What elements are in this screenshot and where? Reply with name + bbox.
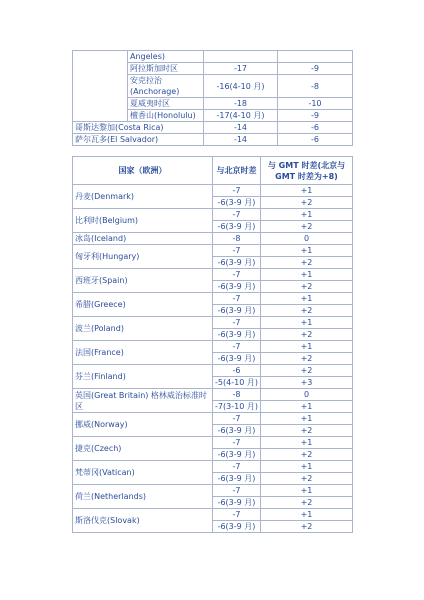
gmt-diff-cell: -9 (278, 63, 353, 75)
gmt-diff-cell: -8 (278, 75, 353, 98)
location-cell: 阿拉斯加时区 (128, 63, 204, 75)
table-row (73, 413, 353, 425)
beijing-diff-cell: -7 (213, 485, 261, 497)
gmt-diff-cell: +2 (261, 473, 353, 485)
country-cell: 比利时(Belgium) (73, 209, 213, 233)
beijing-diff-cell: -16(4-10 月) (204, 75, 278, 98)
gmt-diff-cell: +1 (261, 245, 353, 257)
beijing-diff-cell: -7 (213, 413, 261, 425)
gmt-diff-cell: +2 (261, 497, 353, 509)
country-cell: 丹麦(Denmark) (73, 185, 213, 209)
country-cell: 斯洛伐克(Slovak) (73, 509, 213, 533)
table-row (73, 293, 353, 305)
country-cell: 哥斯达黎加(Costa Rica) (73, 122, 204, 134)
gmt-diff-cell: +2 (261, 353, 353, 365)
beijing-diff-cell: -7 (213, 341, 261, 353)
beijing-diff-cell: -17 (204, 63, 278, 75)
country-cell: 荷兰(Netherlands) (73, 485, 213, 509)
table-row (73, 437, 353, 449)
beijing-diff-cell: -7 (213, 317, 261, 329)
country-cell: 萨尔瓦多(El Salvador) (73, 134, 204, 146)
country-cell: 英国(Great Britain) 格林威治标准时区 (73, 389, 213, 413)
table-row (73, 269, 353, 281)
gmt-diff-cell: +1 (261, 401, 353, 413)
country-cell: 波兰(Poland) (73, 317, 213, 341)
gmt-diff-cell: +2 (261, 449, 353, 461)
beijing-diff-cell: -6(3-9 月) (213, 449, 261, 461)
table-row (73, 485, 353, 497)
beijing-diff-cell: -6(3-9 月) (213, 473, 261, 485)
gmt-diff-cell: +2 (261, 281, 353, 293)
gmt-diff-cell: +2 (261, 329, 353, 341)
beijing-diff-cell: -6 (213, 365, 261, 377)
table-row (73, 389, 353, 401)
gmt-diff-cell: +1 (261, 437, 353, 449)
beijing-diff-cell: -6(3-9 月) (213, 425, 261, 437)
beijing-diff-cell: -7 (213, 437, 261, 449)
table-row (73, 51, 353, 63)
beijing-diff-cell: -6(3-9 月) (213, 305, 261, 317)
beijing-diff-cell: -7 (213, 209, 261, 221)
header-gmt-diff: 与 GMT 时差(北京与 GMT 时差为+8) (261, 157, 353, 185)
table-row (73, 509, 353, 521)
table-row (73, 122, 353, 134)
location-cell: 檀香山(Honolulu) (128, 110, 204, 122)
country-cell: 匈牙利(Hungary) (73, 245, 213, 269)
beijing-diff-cell: -7 (213, 509, 261, 521)
gmt-diff-cell: 0 (261, 233, 353, 245)
gmt-diff-cell: -10 (278, 98, 353, 110)
header-beijing-diff: 与北京时差 (213, 157, 261, 185)
gmt-diff-cell: +1 (261, 185, 353, 197)
gmt-diff-cell: +1 (261, 293, 353, 305)
gmt-diff-cell: +3 (261, 377, 353, 389)
gmt-diff-cell: +2 (261, 521, 353, 533)
beijing-diff-cell: -6(3-9 月) (213, 353, 261, 365)
beijing-diff-cell: -7 (213, 269, 261, 281)
beijing-diff-cell: -7 (213, 293, 261, 305)
gmt-diff-cell: +1 (261, 509, 353, 521)
gmt-diff-cell: +2 (261, 221, 353, 233)
location-cell: 安克拉治(Anchorage) (128, 75, 204, 98)
gmt-diff-cell: +2 (261, 197, 353, 209)
beijing-diff-cell: -8 (213, 389, 261, 401)
country-cell: 芬兰(Finland) (73, 365, 213, 389)
gmt-diff-cell: +2 (261, 305, 353, 317)
beijing-diff-cell: -7 (213, 461, 261, 473)
table-row (73, 233, 353, 245)
table-row (73, 341, 353, 353)
table-row (73, 245, 353, 257)
beijing-diff-cell: -6(3-9 月) (213, 281, 261, 293)
location-cell: Angeles) (128, 51, 204, 63)
gmt-diff-cell: +1 (261, 461, 353, 473)
europe-timezone-table (72, 156, 353, 533)
beijing-diff-cell: -14 (204, 122, 278, 134)
beijing-diff-cell: -7 (213, 185, 261, 197)
beijing-diff-cell: -6(3-9 月) (213, 257, 261, 269)
gmt-diff-cell: +1 (261, 485, 353, 497)
gmt-diff-cell: 0 (261, 389, 353, 401)
table-row (73, 185, 353, 197)
gmt-diff-cell: +1 (261, 413, 353, 425)
header-country: 国家（欧洲） (73, 157, 213, 185)
gmt-diff-cell: -9 (278, 110, 353, 122)
table-row (73, 461, 353, 473)
gmt-diff-cell (278, 51, 353, 63)
gmt-diff-cell: +1 (261, 317, 353, 329)
country-cell: 挪威(Norway) (73, 413, 213, 437)
country-cell: 捷克(Czech) (73, 437, 213, 461)
region-cell (73, 51, 128, 122)
beijing-diff-cell: -8 (213, 233, 261, 245)
beijing-diff-cell: -14 (204, 134, 278, 146)
gmt-diff-cell: +2 (261, 257, 353, 269)
country-cell: 冰岛(Iceland) (73, 233, 213, 245)
gmt-diff-cell: -6 (278, 122, 353, 134)
beijing-diff-cell: -6(3-9 月) (213, 221, 261, 233)
beijing-diff-cell: -5(4-10 月) (213, 377, 261, 389)
country-cell: 希腊(Greece) (73, 293, 213, 317)
table-row (73, 134, 353, 146)
beijing-diff-cell: -6(3-9 月) (213, 329, 261, 341)
location-cell: 夏威夷时区 (128, 98, 204, 110)
beijing-diff-cell: -6(3-9 月) (213, 497, 261, 509)
gmt-diff-cell: -6 (278, 134, 353, 146)
table-row (73, 365, 353, 377)
beijing-diff-cell: -6(3-9 月) (213, 197, 261, 209)
gmt-diff-cell: +1 (261, 269, 353, 281)
gmt-diff-cell: +2 (261, 365, 353, 377)
table-row (73, 209, 353, 221)
gmt-diff-cell: +1 (261, 341, 353, 353)
country-cell: 法国(France) (73, 341, 213, 365)
beijing-diff-cell (204, 51, 278, 63)
gmt-diff-cell: +1 (261, 209, 353, 221)
gmt-diff-cell: +2 (261, 425, 353, 437)
beijing-diff-cell: -7 (213, 245, 261, 257)
beijing-diff-cell: -17(4-10 月) (204, 110, 278, 122)
beijing-diff-cell: -18 (204, 98, 278, 110)
table-row (73, 317, 353, 329)
beijing-diff-cell: -6(3-9 月) (213, 521, 261, 533)
country-cell: 西班牙(Spain) (73, 269, 213, 293)
americas-timezone-table (72, 50, 353, 146)
beijing-diff-cell: -7(3-10 月) (213, 401, 261, 413)
country-cell: 梵蒂冈(Vatican) (73, 461, 213, 485)
